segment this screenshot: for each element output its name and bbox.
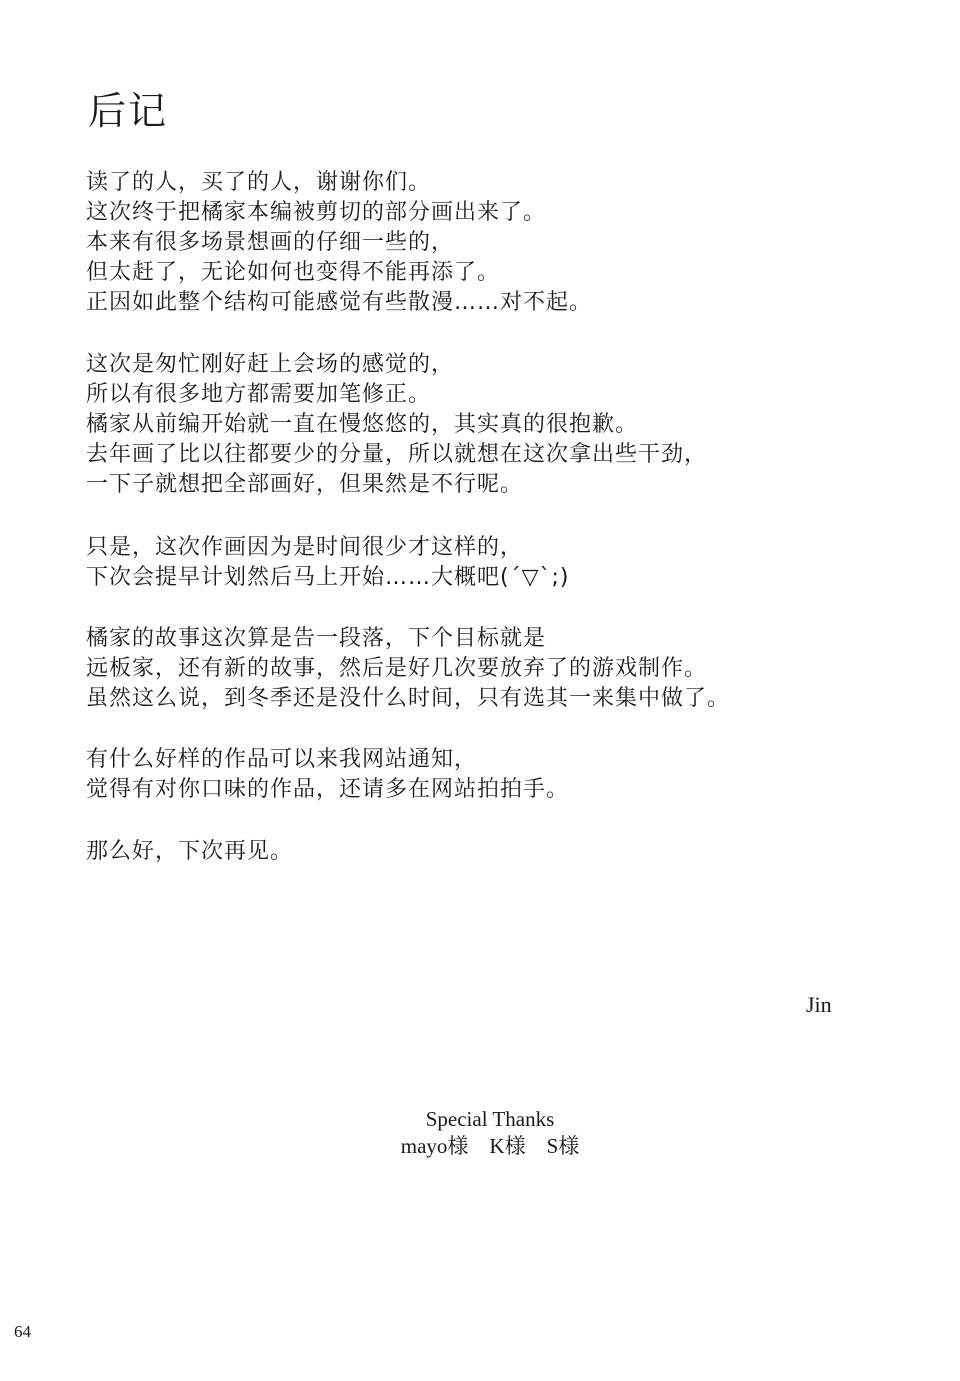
paragraph-4 [86, 624, 730, 714]
text-line: 一下子就想把全部画好，但果然是不行呢。 [86, 472, 524, 497]
text-line: 读了的人，买了的人，谢谢你们。 [86, 170, 432, 195]
text-line: 有什么好样的作品可以来我网站通知， [86, 747, 478, 772]
text-line: 觉得有对你口味的作品，还请多在网站拍拍手。 [86, 777, 570, 802]
paragraph-2 [86, 350, 707, 500]
special-thanks-heading: Special Thanks [425, 1107, 555, 1131]
text-line: 所以有很多地方都需要加笔修正。 [86, 382, 432, 407]
text-line: 远板家，还有新的故事，然后是好几次要放弃了的游戏制作。 [86, 656, 708, 681]
page-title: 后记 [88, 89, 169, 133]
paragraph-3 [86, 533, 570, 593]
text-line: 这次是匆忙刚好赶上会场的感觉的， [86, 352, 455, 377]
text-line: 那么好，下次再见。 [86, 839, 294, 864]
special-thanks-names: mayo様 K様 S様 [400, 1134, 580, 1158]
page-number: 64 [14, 1322, 31, 1341]
paragraph-5 [86, 745, 569, 805]
text-line: 本来有很多场景想画的仔细一些的， [86, 230, 455, 255]
paragraph-6 [86, 837, 293, 867]
text-line: 但太赶了，无论如何也变得不能再添了。 [86, 260, 501, 285]
text-line: 橘家的故事这次算是告一段落，下个目标就是 [86, 626, 547, 651]
text-line: 只是，这次作画因为是时间很少才这样的， [86, 535, 524, 560]
special-thanks [380, 1106, 600, 1160]
text-line: 正因如此整个结构可能感觉有些散漫……对不起。 [86, 290, 593, 315]
text-line: 虽然这么说，到冬季还是没什么时间，只有选其一来集中做了。 [86, 686, 731, 711]
text-line: 橘家从前编开始就一直在慢悠悠的，其实真的很抱歉。 [86, 412, 639, 437]
text-line: 去年画了比以往都要少的分量，所以就想在这次拿出些干劲， [86, 442, 708, 467]
paragraph-1 [86, 168, 592, 318]
text-line: 下次会提早计划然后马上开始……大概吧(´▽`;) [86, 565, 570, 590]
text-line: 这次终于把橘家本编被剪切的部分画出来了。 [86, 200, 547, 225]
author-signature: Jin [806, 992, 832, 1017]
